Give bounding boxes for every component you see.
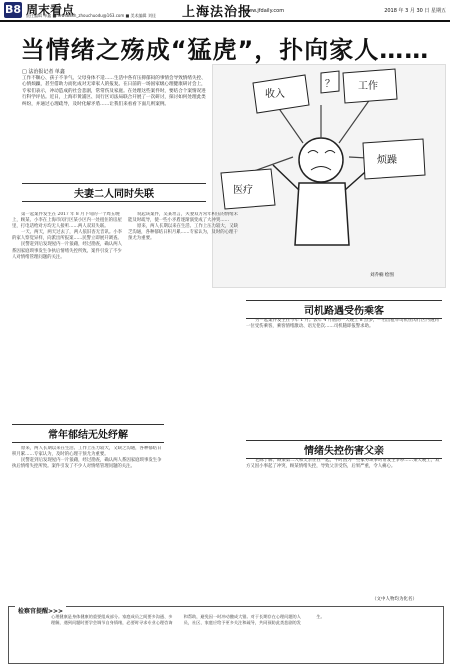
editors-line: 责任编辑 单鑫 ■news88sh_zhouchuodu@163.com ■ 美术编辑 刘佳 <box>26 13 156 18</box>
paragraph: 一天、两天，两天过去了，两人依旧杳无音讯。小李的家人察觉异样，向派出所报案……民警立即展开调查。 <box>12 230 122 242</box>
page-header <box>0 0 450 20</box>
subheading-couple-missing: 夫妻二人同时失联 <box>22 183 206 202</box>
sidebar-title: 检察官提醒>>> <box>15 606 66 615</box>
subheading-driver: 司机路遇受伤乘客 <box>246 300 442 319</box>
paragraph: 老陈了解，顾某第二人和父亲住在一起，平时因为一些家务琐事时常发生争吵……某天晚上，双方又因小事起了冲突，顾某情绪失控，导致父亲受伤，后果严重，令人痛心。 <box>246 458 440 470</box>
paragraph: 民警赶到后发现屋内一片狼藉，经过勘查，确认两人系因家庭琐事发生争执后情绪失控所致。案件引发了不少人对情绪管理问题的关注。 <box>12 242 122 260</box>
sidebar-text: 心理健康是身体健康的重要组成部分。家庭成员之间要多沟通、多理解，遇到问题时要学会调节自身情绪，必要时寻求专业心理咨询和帮助，避免因一时冲动酿成大错。对于长期存在心理问题的人员，社区、家庭应给予更多关注和疏导，共同预防此类悲剧的发生。 <box>51 614 325 625</box>
illustration-word-irritable: 烦躁 <box>377 155 397 166</box>
end-note: （文中人物均为化名） <box>372 597 417 602</box>
main-headline: 当情绪之殇成“猛虎”，扑向家人…… <box>20 36 430 64</box>
illustration-word-income: 收入 <box>265 89 285 100</box>
column-2-body <box>128 212 240 418</box>
newspaper-masthead: 上海法治报 <box>182 5 253 20</box>
issue-date: 2018 年 3 月 30 日 星期五 <box>384 8 446 14</box>
subheading-hurt-father: 情绪失控伤害父亲 <box>246 440 442 459</box>
illustration <box>212 64 446 288</box>
column-3-body <box>246 318 442 434</box>
illustration-word-medical: 医疗 <box>233 185 253 196</box>
paragraph: 原来，两人长期以来在生活、工作上压力较大，又缺乏沟通，各种郁结日积月累……专家认为，及时的心理干预尤为重要。 <box>12 446 162 458</box>
column-1-body <box>12 212 124 418</box>
illustration-word-question: ？ <box>325 79 335 90</box>
sidebar-box <box>8 606 444 664</box>
paragraph: 原来，两人长期以来在生活、工作上压力较大，又缺乏沟通，各种郁结日积月累……专家认为，及时的心理干预尤为重要。 <box>128 224 238 242</box>
website-text: www.jfdaily.com <box>244 8 285 14</box>
byline: □ 法治报记者 单鑫 <box>22 69 65 75</box>
subheading-emotion-loss: 常年郁结无处纾解 <box>12 424 164 443</box>
illustration-word-work: 工作 <box>358 81 378 92</box>
column-4-body <box>12 446 162 602</box>
section-title: 周末看点 <box>26 3 75 17</box>
page-number-logo: B8 <box>4 3 22 16</box>
paragraph: 第一起案件发生在 2017 年 8 月下旬的一个周五晚上，顾某、小李在上海市闵行区某小区内一处租住的房屋里，打电话给对方均无人接听……两人双双失联。 <box>12 212 122 230</box>
paragraph: 说起该案件，吴某坦言，夫妻双方常年积压的情绪未能及时疏导，使一些小矛盾逐渐演变成了大冲突…… <box>128 212 238 224</box>
paragraph: 民警赶到后发现屋内一片狼藉，经过勘查，确认两人系因家庭琐事发生争执后情绪失控所致。案件引发了不少人对情绪管理问题的关注。 <box>12 458 162 470</box>
header-rule <box>0 20 450 22</box>
intro-paragraph: 工作不顺心、孩子不争气、父母身体不适……生活中各有压抑郁闷的事情会导致情绪失控、心情烦躁，甚至借助力而化成对无辜家人的报复。在日前的一场国家级心理健康研讨会上，专家们表示，冲动造成的社会悲剧，常常伤及家庭。在处理这些案件时，要结合个案情况进行科学评估。近日，上海市黄浦区、闵行区司法局联合开展了一次研讨，探讨如何处理此类纠纷，并通过心理疏导，及时化解矛盾……让我们来看看下面几则案例。 <box>22 76 206 107</box>
illustration-credit: 刘乔楠 绘图 <box>370 273 394 278</box>
paragraph: 另一起案件发生在今年 1 月。去年 4 月底的一天晚上 8 点多，一名出租车司机在闵行区内遇到一位受伤乘客，乘客情绪激动、语无伦次……司机随即报警求助。 <box>246 318 439 330</box>
column-5-body <box>246 458 442 594</box>
